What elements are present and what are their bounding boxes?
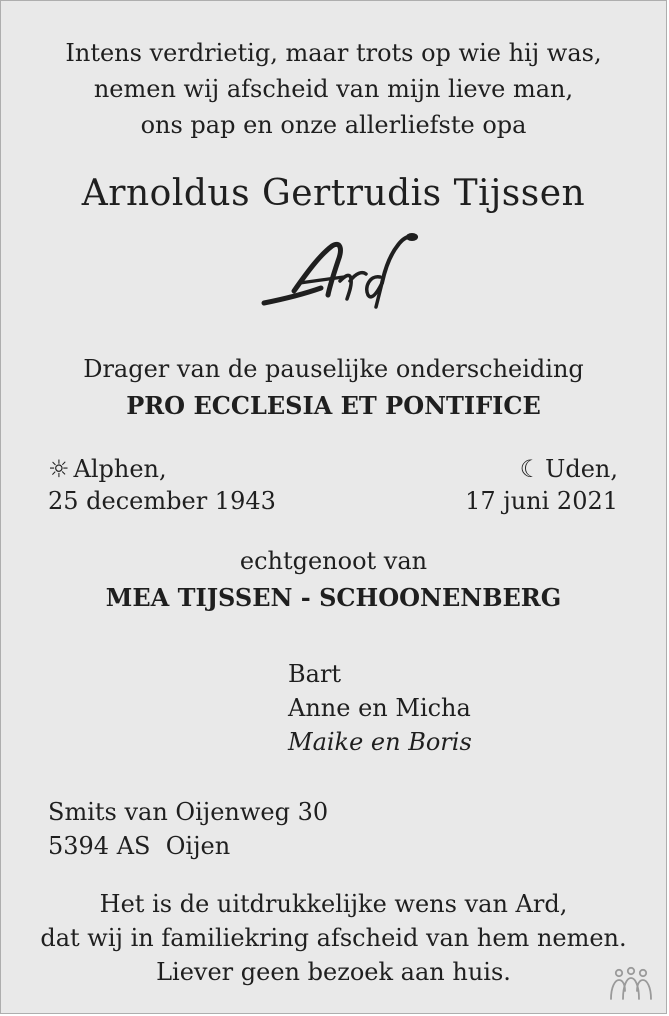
death-date: 17 juni 2021 [465, 487, 618, 515]
intro-line-1: Intens verdrietig, maar trots op wie hij was, [65, 39, 602, 67]
death-place: Uden, [545, 455, 618, 483]
address-street: Smits van Oijenweg 30 [48, 798, 329, 826]
intro-text [1, 35, 666, 143]
intro-line-2: nemen wij afscheid van mijn lieve man, [93, 75, 574, 103]
people-group-icon [607, 965, 655, 1003]
signature-ard [256, 221, 421, 321]
distinction-title: PRO ECCLESIA ET PONTIFICE [126, 391, 541, 420]
sun-icon: ☼ [48, 455, 70, 483]
family-list [288, 657, 472, 759]
address-postal-city: 5394 AS Oijen [48, 832, 231, 860]
birth-place: Alphen, [73, 455, 167, 483]
spouse-intro: echtgenoot van [239, 547, 428, 575]
address [48, 795, 328, 863]
family-line-3: Maike en Boris [288, 728, 472, 756]
birth-date: 25 december 1943 [48, 487, 276, 515]
family-line-2: Anne en Micha [288, 694, 471, 722]
deceased-name: Arnoldus Gertrudis Tijssen [81, 173, 586, 214]
intro-line-3: ons pap en onze allerliefste opa [140, 111, 527, 139]
closing-text [1, 887, 666, 989]
closing-line-2: dat wij in familiekring afscheid van hem nemen. [40, 924, 627, 952]
family-line-1: Bart [288, 660, 342, 688]
distinction-line: Drager van de pauselijke onderscheiding [83, 355, 584, 383]
death-block [465, 453, 618, 517]
birth-block [48, 453, 276, 517]
moon-icon: ☾ [519, 455, 542, 483]
closing-line-1: Het is de uitdrukkelijke wens van Ard, [99, 890, 568, 918]
closing-line-3: Liever geen bezoek aan huis. [156, 958, 511, 986]
spouse-name: MEA TIJSSEN - SCHOONENBERG [105, 583, 562, 612]
